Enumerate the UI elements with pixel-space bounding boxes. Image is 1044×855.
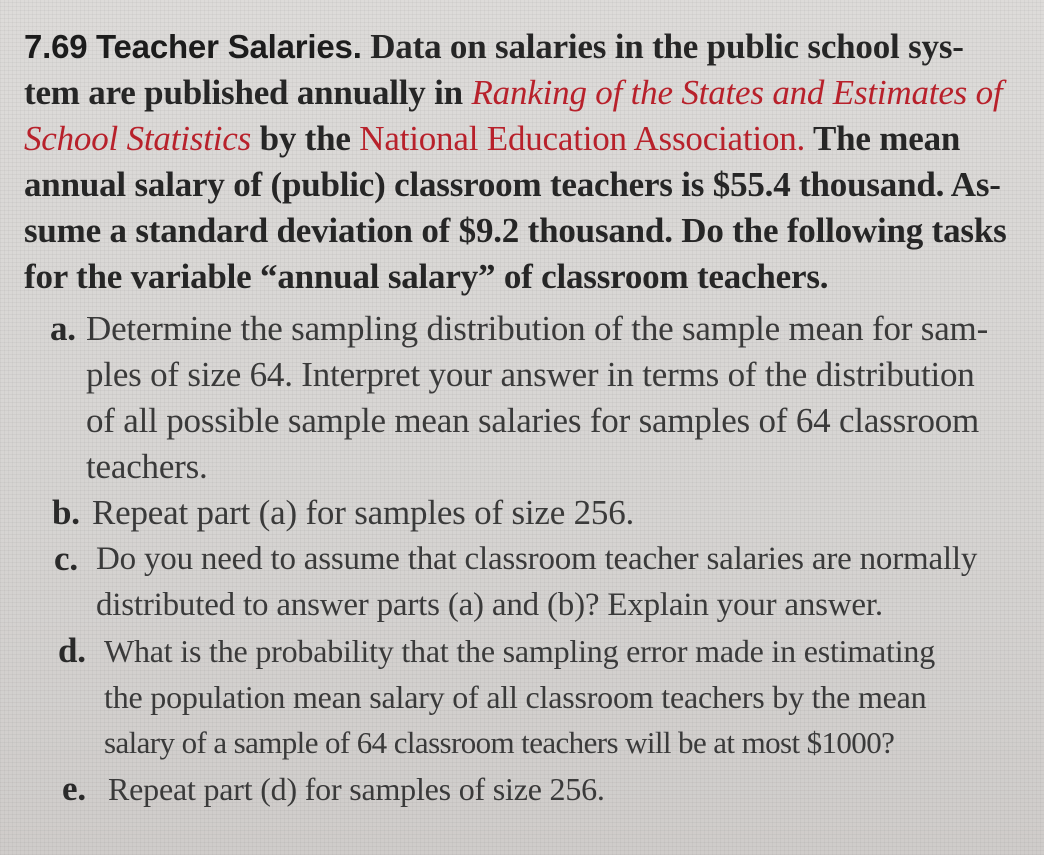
problem-intro-text-1: Data on salaries in the public school sys-: [370, 27, 964, 66]
organization-name: National Education Association.: [359, 119, 806, 158]
part-d: [24, 628, 1024, 766]
part-d-line-2: the population mean salary of all classroom teachers by the mean: [104, 679, 927, 715]
problem-line-3: [24, 116, 1024, 162]
part-a-line-3: of all possible sample mean salaries for samples of 64 classroom: [86, 401, 980, 440]
problem-line-1: [24, 24, 1024, 70]
problem-number: 7.69: [24, 28, 88, 65]
part-a-line-1: Determine the sampling distribution of the sample mean for sam-: [86, 309, 989, 348]
part-e-letter: e.: [62, 769, 86, 808]
part-b: [24, 490, 1024, 536]
problem-7-69: [24, 24, 1024, 808]
problem-intro-text-6: for the variable “annual salary” of classroom teachers.: [24, 257, 829, 296]
part-b-letter: b.: [52, 493, 80, 532]
part-c-line-1: Do you need to assume that classroom teacher salaries are normally: [96, 541, 978, 577]
book-title-part-1: Ranking of the States and Estimates of: [471, 73, 1003, 112]
problem-line-5: [24, 208, 1024, 254]
part-b-line-1: Repeat part (a) for samples of size 256.: [92, 493, 635, 532]
part-a-line-4: teachers.: [86, 447, 208, 486]
part-a-letter: a.: [50, 309, 76, 348]
problem-title: Teacher Salaries.: [96, 28, 362, 65]
part-d-line-3: salary of a sample of 64 classroom teachers will be at most $1000?: [104, 725, 895, 760]
part-e: [24, 766, 1024, 812]
part-e-line-1: Repeat part (d) for samples of size 256.: [108, 771, 605, 807]
part-a: [24, 306, 1024, 490]
problem-parts: [24, 306, 1024, 812]
book-title-part-2: School Statistics: [24, 119, 252, 158]
part-c-line-2: distributed to answer parts (a) and (b)? Explain your answer.: [96, 587, 883, 623]
problem-line-2: [24, 70, 1024, 116]
problem-intro-text-3: by the: [251, 119, 360, 158]
part-d-letter: d.: [58, 631, 86, 670]
part-c-letter: c.: [54, 539, 78, 578]
part-c: [24, 536, 1024, 628]
part-d-line-1: What is the probability that the sampling error made in estimating: [104, 633, 936, 669]
problem-intro-text-3b: The mean: [805, 119, 961, 158]
part-a-line-2: ples of size 64. Interpret your answer in terms of the distribution: [86, 355, 975, 394]
problem-intro-text-4: annual salary of (public) classroom teachers is $55.4 thousand. As-: [24, 165, 1001, 204]
problem-line-6: [24, 254, 1024, 300]
problem-intro-text-2: tem are published annually in: [24, 73, 472, 112]
problem-line-4: [24, 162, 1024, 208]
problem-intro-text-5: sume a standard deviation of $9.2 thousand. Do the following tasks: [24, 211, 1007, 250]
